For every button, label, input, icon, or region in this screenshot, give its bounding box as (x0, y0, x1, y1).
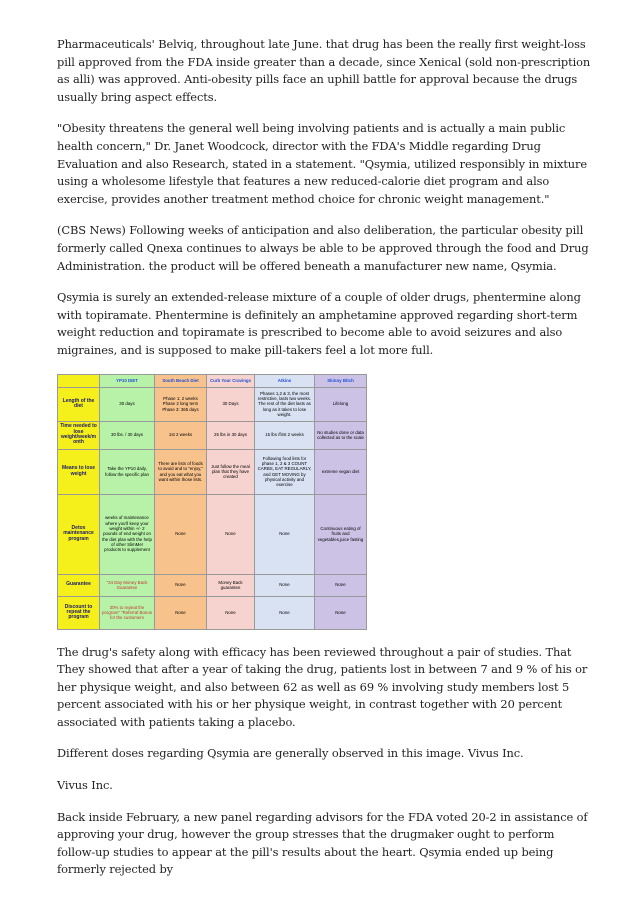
table-header-cell: Curb Your Cravings (207, 374, 255, 387)
paragraph: Vivus Inc. (57, 778, 113, 793)
paragraph: Pharmaceuticals' Belviq, throughout late June. that drug has been the really first weight-loss pill approved from the FDA inside greater than a decade, since Xenical (sold non-prescription as alli) was approved. Anti-obesity pills face an uphill battle for approval because the drugs usually bring aspect effects. (57, 37, 591, 104)
table-cell: No studies done or data collected as to the scale (315, 421, 367, 449)
table-cell: 30 lbs. / 30 days (100, 421, 155, 449)
table-cell: "34 Day Money Back Guarantee (100, 574, 155, 596)
table-row (58, 421, 367, 449)
table-cell: There are lists of foods to avoid and to "enjoy," and you eat what you want within those lists. (155, 449, 207, 494)
table-header-row (58, 374, 367, 387)
table-cell: Just follow the meal plan that they have created (207, 449, 255, 494)
paragraph: The drug's safety along with efficacy has been reviewed throughout a pair of studies. That They showed that after a year of taking the drug, patients lost in between 7 and 9 % of his or her physique weight, and also between 62 as well as 69 % involving study members lost 5 percent associated with his or her physique weight, in contrast together with 20 percent associated with patients taking a placebo. (57, 644, 588, 729)
paragraph: "Obesity threatens the general well being involving patients and is actually a main public health concern," Dr. Janet Woodcock, director with the FDA's Middle regarding Drug Evaluation and also Research, stated in a statement. "Qsymia, utilized responsibly in mixture using a wholesome lifestyle that features a new reduced-calorie diet program and also exercise, provides another treatment method choice for chronic weight management." (57, 121, 588, 206)
table-header-cell (58, 374, 100, 387)
table-cell: None (255, 494, 315, 574)
table-cell: None (207, 494, 255, 574)
table-cell: extreme vegan diet (315, 449, 367, 494)
table-row (58, 596, 367, 629)
table-cell: 30 days (100, 387, 155, 421)
table-cell: 1st 2 weeks (155, 421, 207, 449)
row-label: Guarantee (58, 574, 100, 596)
table-cell: Following food lists for phase 1, 2 & 3 COUNT CARBS, EAT REGULARLY, and GET MOVING by physical activity and exercise (255, 449, 315, 494)
table-cell: Take the YP10 daily, follow the specific plan (100, 449, 155, 494)
article-body (57, 36, 593, 893)
table-cell: Lifelong (315, 387, 367, 421)
table-cell: None (255, 596, 315, 629)
paragraph: (CBS News) Following weeks of anticipation and also deliberation, the particular obesity pill formerly called Qnexa continues to always be able to be approved through the food and Drug Administration. the product will be offered beneath a manufacturer new name, Qsymia. (57, 223, 589, 273)
row-label: Time needed to lose weight/week/month (58, 421, 100, 449)
table-cell: None (155, 494, 207, 574)
table-cell: 25 lbs in 30 days (207, 421, 255, 449)
row-label: Detox maintenance program (58, 494, 100, 574)
table-cell: Phases 1,2 & 3, the most restrictive, lasts two weeks. The rest of the diet lasts as long as it takes to lose weight. (255, 387, 315, 421)
paragraph: Qsymia is surely an extended-release mixture of a couple of older drugs, phentermine along with topiramate. Phentermine is definitely an amphetamine approved regarding short-term weight reduction and topiramate is prescribed to become able to avoid seizures and also migraines, and is supposed to make pill-takers feel a lot more full. (57, 290, 581, 357)
paragraph: Back inside February, a new panel regarding advisors for the FDA voted 20-2 in assistance of approving your drug, however the group stresses that the drugmaker ought to perform follow-up studies to appear at the pill's results about the heart. Qsymia ended up being formerly rejected by (57, 809, 588, 877)
table-header-cell: Atkins (255, 374, 315, 387)
table-row (58, 449, 367, 494)
table-header-cell: Skinny Bitch (315, 374, 367, 387)
table-cell: None (155, 574, 207, 596)
table-cell: 30 Days (207, 387, 255, 421)
row-label: Length of the diet (58, 387, 100, 421)
diet-comparison-table (57, 374, 367, 630)
diet-comparison-table-image (57, 374, 366, 630)
table-cell: None (207, 596, 255, 629)
table-cell: 15 lbs /first 2 weeks (255, 421, 315, 449)
row-label: Discount to repeat the program (58, 596, 100, 629)
table-cell: Money Back guarantee (207, 574, 255, 596)
table-cell: weeks of maintenance where you'll keep your weight within +/- 2 pounds of end weight on the diet plan with the help of other SlimMe! products to supplement (100, 494, 155, 574)
paragraph: Different doses regarding Qsymia are generally observed in this image. Vivus Inc. (57, 746, 524, 761)
table-row (58, 387, 367, 421)
table-header-cell: YP10 DIET (100, 374, 155, 387)
table-cell: None (315, 574, 367, 596)
table-cell: None (155, 596, 207, 629)
table-cell: Phase 1: 2 weeks Phase 2 long term Phase 3: 365 days (155, 387, 207, 421)
table-row (58, 574, 367, 596)
table-cell: None (315, 596, 367, 629)
table-header-cell: South Beach Diet (155, 374, 207, 387)
table-row (58, 494, 367, 574)
table-cell: None (255, 574, 315, 596)
row-label: Means to lose weight (58, 449, 100, 494)
table-cell: Continuous eating of fruits and vegetables,juice fasting (315, 494, 367, 574)
table-cell: 30% to repeat the program" "Referral Bonus for the customers (100, 596, 155, 629)
